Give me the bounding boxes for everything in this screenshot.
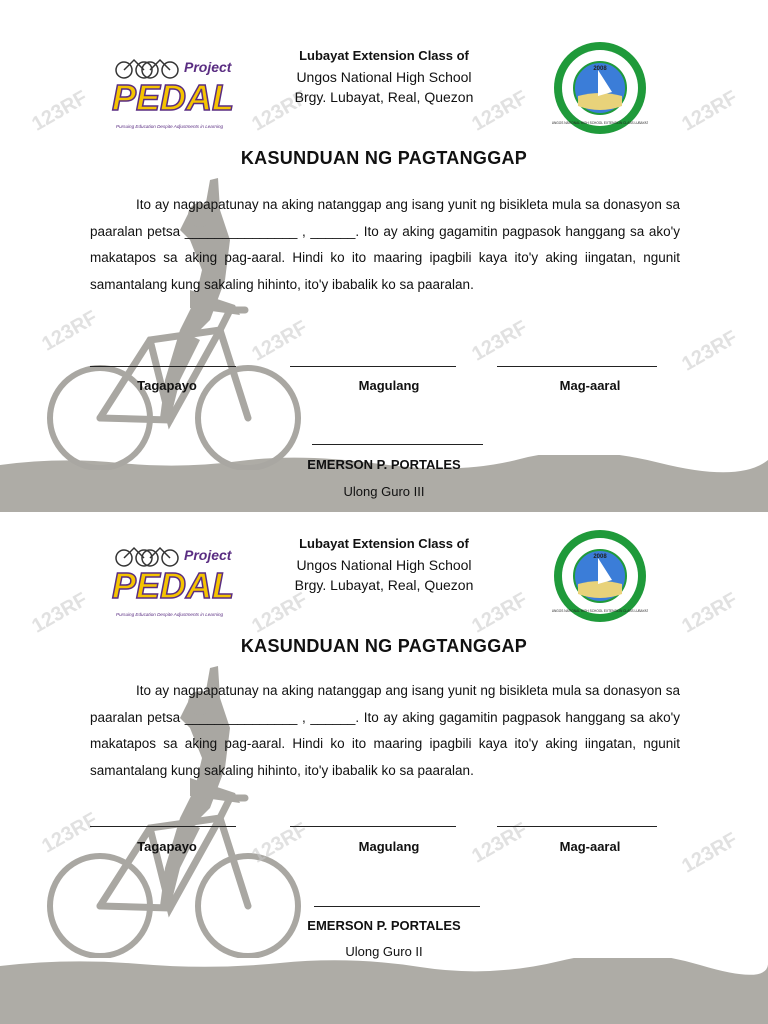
agreement-body <box>90 678 680 784</box>
signature-line-tagapayo <box>90 826 236 827</box>
watermark-text: 123RF <box>468 588 532 638</box>
school-line-1: Lubayat Extension Class of <box>299 48 469 63</box>
signature-line-magulang <box>290 826 456 827</box>
seal-year: 2008 <box>593 554 607 560</box>
school-line-2: Ungos National High School <box>296 68 472 85</box>
logo-word-pedal: PEDAL <box>112 565 235 606</box>
signature-line-principal <box>314 906 480 907</box>
agreement-paragraph: Ito ay nagpapatunay na aking natanggap ang isang yunit ng bisikleta mula sa donasyon sa paaralan petsa _______________ , ______. Ito ay aking gagamitin pagpasok hanggang sa ako'y makatapos sa aking pag-aaral. Hindi ko ito maaring ipagbili kaya ito'y aking iingatan, ngunit samantalang kung sakaling hihinto, ito'y ibabalik ko sa paaralan. <box>90 683 680 778</box>
seal-text: UNGOS NATIONAL HIGH SCHOOL EXTENSION CLASS LUBAYAT <box>552 609 648 613</box>
school-line-3: Brgy. Lubayat, Real, Quezon <box>294 89 474 105</box>
school-seal <box>552 40 648 136</box>
seal-year: 2008 <box>593 66 607 72</box>
signature-line-mag-aaral <box>497 826 657 827</box>
signature-line-tagapayo <box>90 366 236 367</box>
watermark-text: 123RF <box>248 818 312 868</box>
signatory-mag-aaral: Mag-aaral <box>559 839 621 854</box>
school-line-3: Brgy. Lubayat, Real, Quezon <box>294 577 474 593</box>
seal-text: UNGOS NATIONAL HIGH SCHOOL EXTENSION CLASS LUBAYAT <box>552 121 648 125</box>
project-pedal-logo <box>106 40 242 132</box>
signatory-tagapayo: Tagapayo <box>137 378 197 393</box>
watermark-text: 123RF <box>248 86 312 136</box>
watermark-text: 123RF <box>678 326 742 376</box>
form-title: KASUNDUAN NG PAGTANGGAP <box>240 636 528 656</box>
watermark-text: 123RF <box>38 808 102 858</box>
signatory-magulang: Magulang <box>358 378 420 393</box>
signatory-magulang: Magulang <box>358 839 420 854</box>
principal-position: Ulong Guro III <box>343 484 425 499</box>
school-line-1: Lubayat Extension Class of <box>299 536 469 551</box>
signature-line-principal <box>312 444 483 445</box>
school-seal <box>552 528 648 624</box>
signature-line-mag-aaral <box>497 366 657 367</box>
watermark-text: 123RF <box>28 86 92 136</box>
watermark-text: 123RF <box>678 588 742 638</box>
watermark-text: 123RF <box>468 818 532 868</box>
watermark-text: 123RF <box>468 316 532 366</box>
agreement-form-2 <box>0 512 768 1024</box>
school-header <box>270 46 498 108</box>
project-pedal-logo <box>106 528 242 620</box>
signatory-tagapayo: Tagapayo <box>137 839 197 854</box>
signatory-mag-aaral: Mag-aaral <box>559 378 621 393</box>
logo-word-project: Project <box>184 547 232 563</box>
principal-name: EMERSON P. PORTALES <box>307 457 461 472</box>
form-title: KASUNDUAN NG PAGTANGGAP <box>240 148 528 168</box>
logo-tagline: Pursuing Education Despite Adjustments in Learning <box>116 612 224 617</box>
signature-line-magulang <box>290 366 456 367</box>
watermark-text: 123RF <box>248 316 312 366</box>
logo-tagline: Pursuing Education Despite Adjustments in Learning <box>116 124 224 129</box>
principal-position: Ulong Guro II <box>345 944 423 959</box>
agreement-paragraph: Ito ay nagpapatunay na aking natanggap ang isang yunit ng bisikleta mula sa donasyon sa paaralan petsa _______________ , ______. Ito ay aking gagamitin pagpasok hanggang sa ako'y makatapos sa aking pag-aaral. Hindi ko ito maaring ipagbili kaya ito'y aking iingatan, ngunit samantalang kung sakaling hihinto, ito'y ibabalik ko sa paaralan. <box>90 197 680 292</box>
school-line-2: Ungos National High School <box>296 556 472 573</box>
school-header <box>270 534 498 596</box>
ground-background <box>0 958 768 1024</box>
watermark-text: 123RF <box>248 588 312 638</box>
logo-word-pedal: PEDAL <box>112 77 235 118</box>
watermark-text: 123RF <box>678 828 742 878</box>
watermark-text: 123RF <box>678 86 742 136</box>
principal-name: EMERSON P. PORTALES <box>307 918 461 933</box>
watermark-text: 123RF <box>38 306 102 356</box>
logo-word-project: Project <box>184 59 232 75</box>
agreement-body <box>90 192 680 298</box>
watermark-text: 123RF <box>468 86 532 136</box>
watermark-text: 123RF <box>28 588 92 638</box>
